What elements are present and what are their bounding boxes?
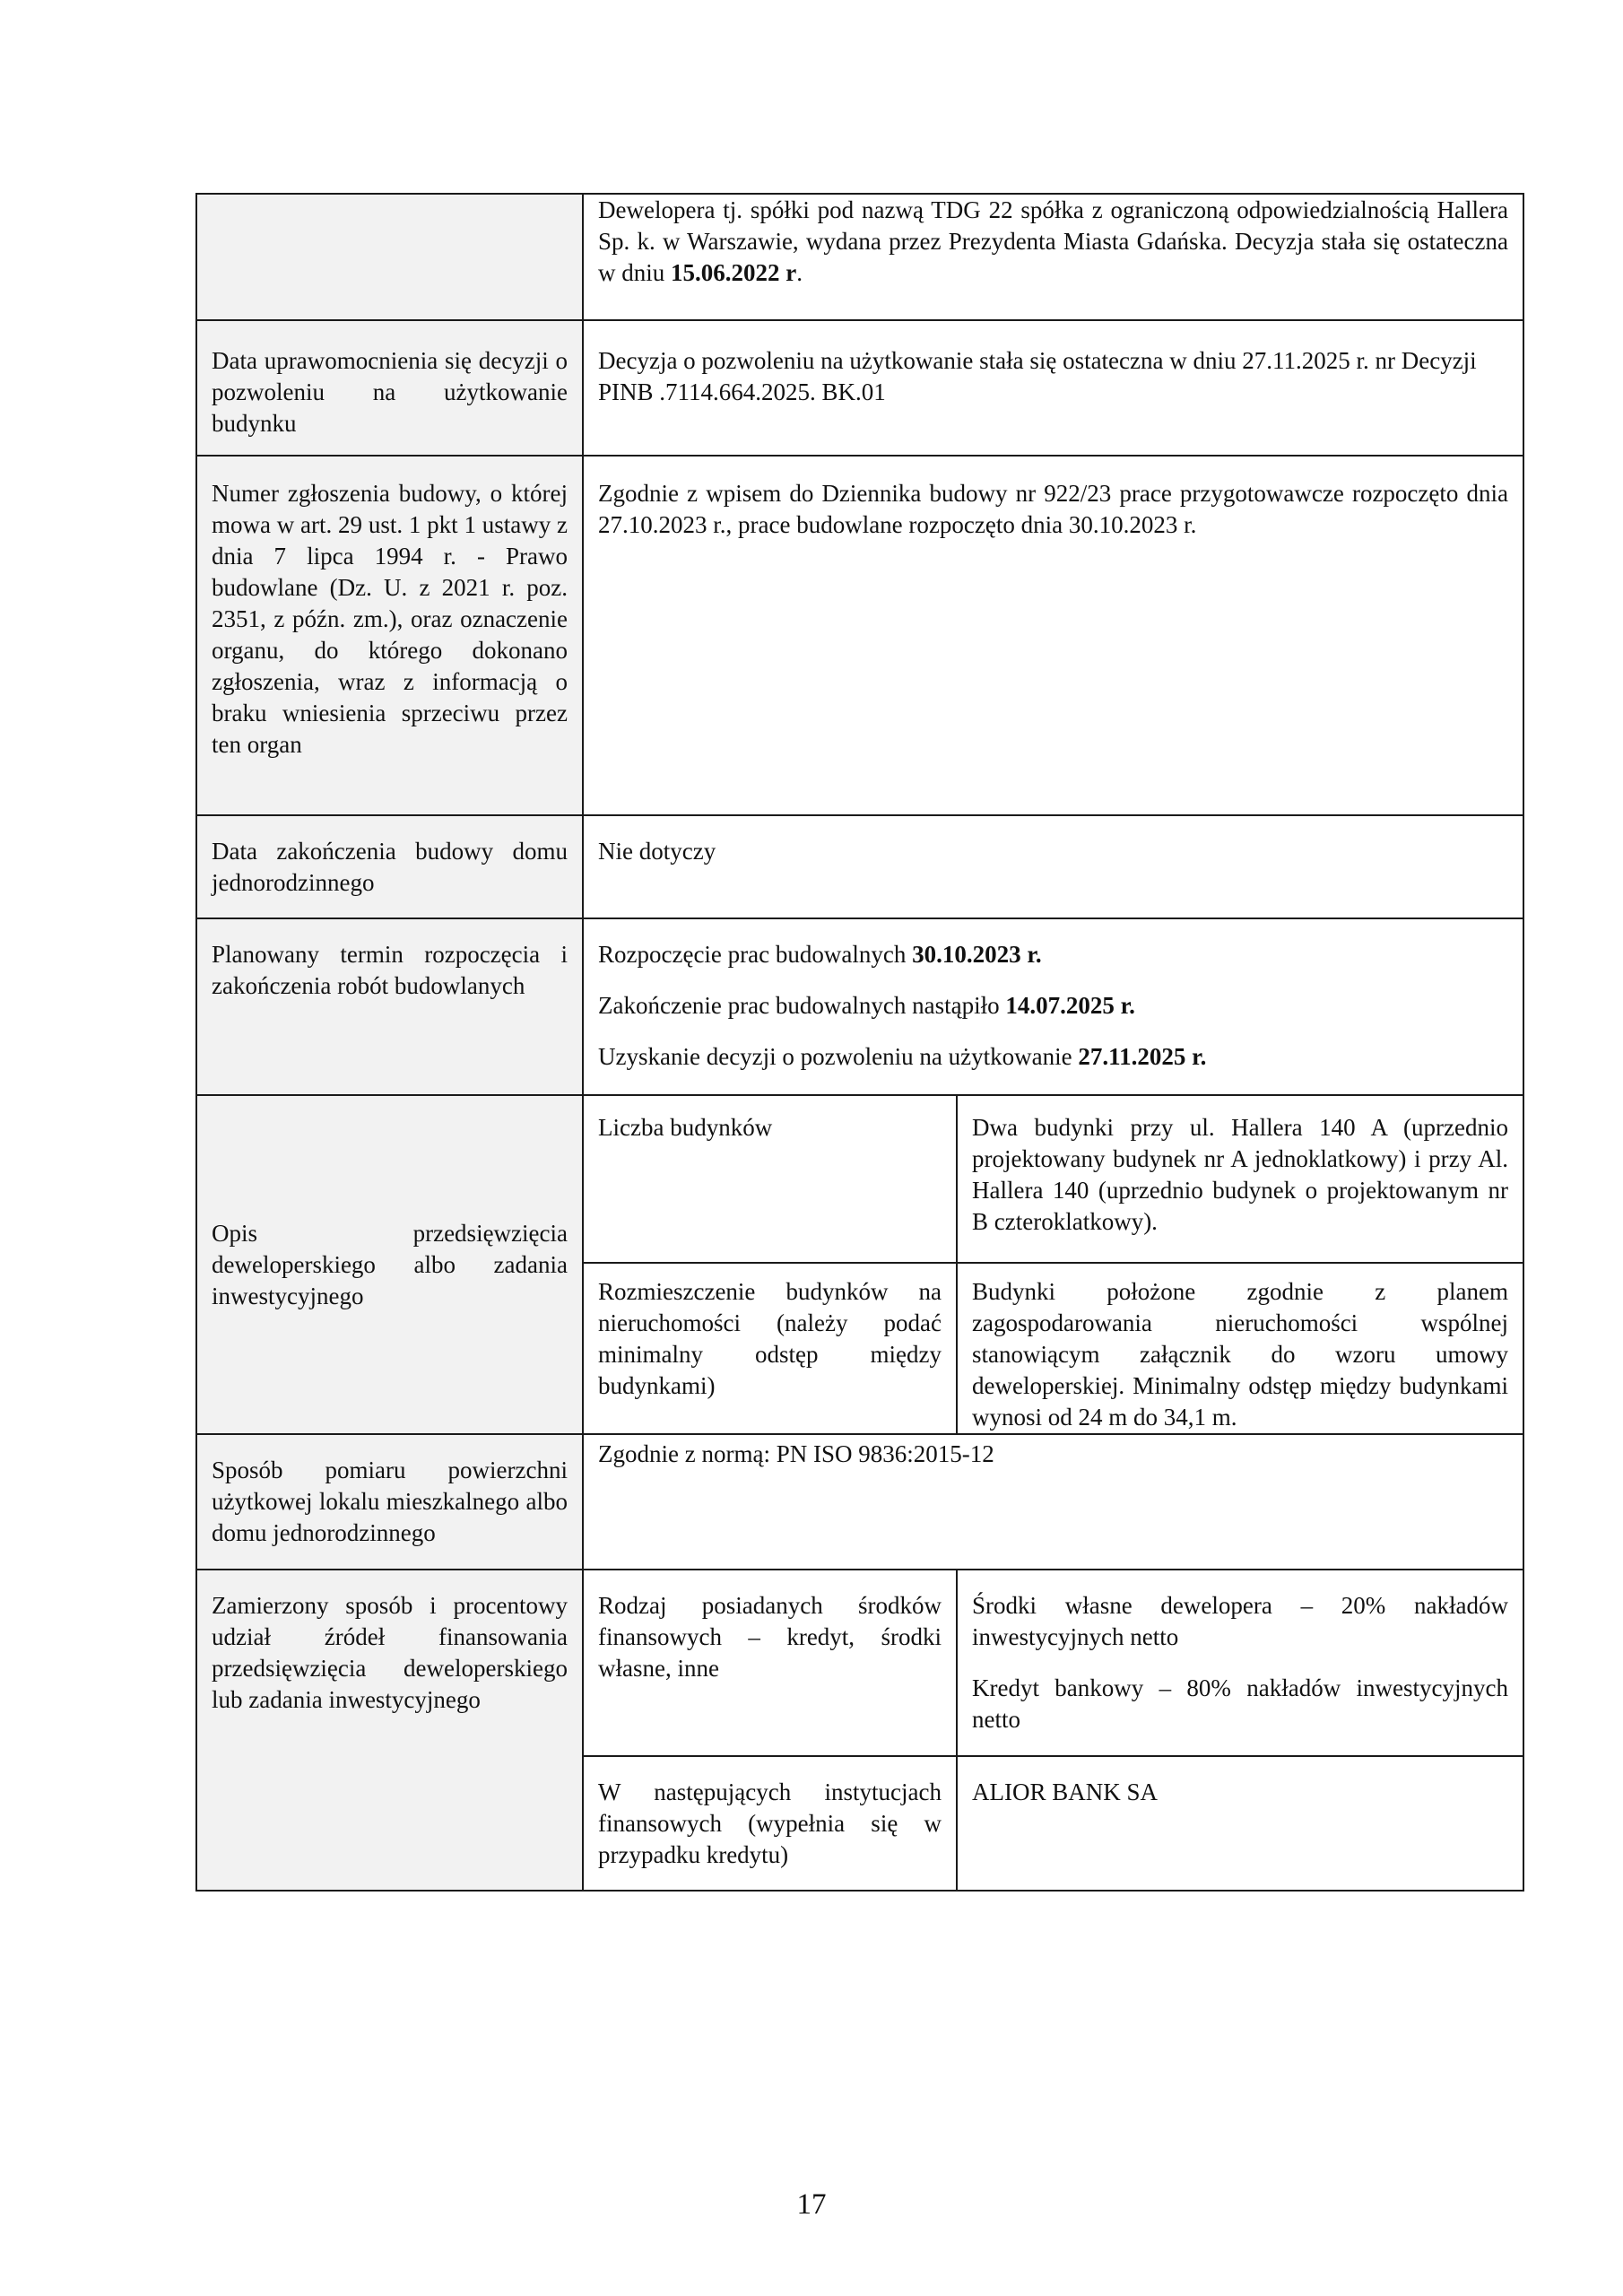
table-row [196,320,1523,456]
table-row [196,194,1523,320]
row-label [196,456,583,815]
table-row [196,1570,1523,1756]
table-row [196,918,1523,1095]
row-label-text: Data zakończenia budowy domu jednorodzinnego [212,838,568,896]
row-value-text: Zgodnie z wpisem do Dziennika budowy nr 922/23 prace przygotowawcze rozpoczęto dnia 27.10.2023 r., prace budowlane rozpoczęto dnia 30.10.2023 r. [598,480,1508,538]
permit-decision-period: . [796,259,803,286]
page-number: 17 [796,2188,827,2221]
row-label-text: Opis przedsięwzięcia deweloperskiego albo zadania inwestycyjnego [212,1219,568,1309]
row-value-text: Nie dotyczy [598,838,716,865]
table-row [196,1095,1523,1263]
row-value [583,320,1523,456]
schedule-permit-date: 27.11.2025 r. [1078,1043,1207,1070]
sub-value [957,1095,1523,1263]
sub-label [583,1756,957,1891]
financing-own [972,1590,1508,1653]
financing-own-text: Środki własne dewelopera – 20% nakładów inwestycyjnych netto [972,1592,1508,1650]
sub-value [957,1570,1523,1756]
row-value [583,456,1523,815]
sub-label-text: W następujących instytucjach finansowych (wypełnia się w przypadku kredytu) [598,1779,942,1868]
sub-label-text: Rodzaj posiadanych środków finansowych – kredyt, środki własne, inne [598,1592,942,1682]
row-label-text: Data uprawomocnienia się decyzji o pozwoleniu na użytkowanie budynku [212,347,568,437]
table-row [196,815,1523,918]
sub-label [583,1570,957,1756]
row-label [196,1434,583,1570]
sub-label-text: Rozmieszczenie budynków na nieruchomości (należy podać minimalny odstęp między budynkami) [598,1278,942,1399]
sub-label [583,1263,957,1434]
schedule-start-text: Rozpoczęcie prac budowalnych [598,941,913,968]
table-row [196,456,1523,815]
row-label-text: Zamierzony sposób i procentowy udział źródeł finansowania przedsięwzięcia deweloperskiego lub zadania inwestycyjnego [212,1592,568,1713]
row-value-text: Decyzja o pozwoleniu na użytkowanie stała się ostateczna w dniu 27.11.2025 r. nr Decyzji PINB .7114.664.2025. BK.01 [598,347,1477,405]
sub-value [957,1756,1523,1891]
row-label-text: Numer zgłoszenia budowy, o której mowa w art. 29 ust. 1 pkt 1 ustawy z dnia 7 lipca 1994 r. - Prawo budowlane (Dz. U. z 2021 r. poz. 2351, z późn. zm.), oraz oznaczenie organu, do którego dokonano zgłoszenia, wraz z informacją o braku wniesienia sprzeciwu przez ten organ [212,480,568,758]
sub-label [583,1095,957,1263]
schedule-permit-text: Uzyskanie decyzji o pozwoleniu na użytkowanie [598,1043,1079,1070]
financing-credit [972,1673,1508,1735]
row-label-text: Planowany termin rozpoczęcia i zakończenia robót budowlanych [212,941,568,999]
schedule-start-date: 30.10.2023 r. [912,941,1042,968]
sub-value-text: Dwa budynki przy ul. Hallera 140 A (uprzednio projektowany budynek nr A jednoklatkowy) i przy Al. Hallera 140 (uprzednio budynek o projektowanym nr B czteroklatkowy). [972,1114,1508,1235]
permit-decision-text: Dewelopera tj. spółki pod nazwą TDG 22 spółka z ograniczoną odpowiedzialnością Hallera Sp. k. w Warszawie, wydana przez Prezydenta Miasta Gdańska. Decyzja stała się ostateczna w dniu [598,196,1508,286]
row-label [196,1570,583,1891]
financing-credit-text: Kredyt bankowy – 80% nakładów inwestycyjnych netto [972,1674,1508,1733]
row-value [583,1434,1523,1570]
sub-value [957,1263,1523,1434]
sub-value-text: ALIOR BANK SA [972,1779,1159,1805]
schedule-end-date: 14.07.2025 r. [1005,992,1135,1019]
row-label [196,918,583,1095]
row-label-text: Sposób pomiaru powierzchni użytkowej lokalu mieszkalnego albo domu jednorodzinnego [212,1457,568,1546]
row-value [583,815,1523,918]
sub-label-text: Liczba budynków [598,1114,773,1141]
sub-value-text: Budynki położone zgodnie z planem zagospodarowania nieruchomości wspólnej stanowiącym załącznik do wzoru umowy deweloperskiej. Minimalny odstęp między budynkami wynosi od 24 m do 34,1 m. [972,1278,1508,1431]
row-label [196,320,583,456]
schedule-cell [583,918,1523,1095]
permit-decision-cell [583,194,1523,320]
table-row [196,1434,1523,1570]
developer-info-table [195,193,1524,1892]
schedule-end [598,990,1508,1022]
schedule-permit [598,1041,1508,1073]
schedule-end-text: Zakończenie prac budowalnych nastąpiło [598,992,1006,1019]
row-value-text: Zgodnie z normą: PN ISO 9836:2015-12 [598,1440,994,1467]
row-label [196,815,583,918]
row-label [196,1095,583,1434]
schedule-start [598,939,1508,970]
permit-decision-date: 15.06.2022 r [671,259,797,286]
row-label-empty [196,194,583,320]
